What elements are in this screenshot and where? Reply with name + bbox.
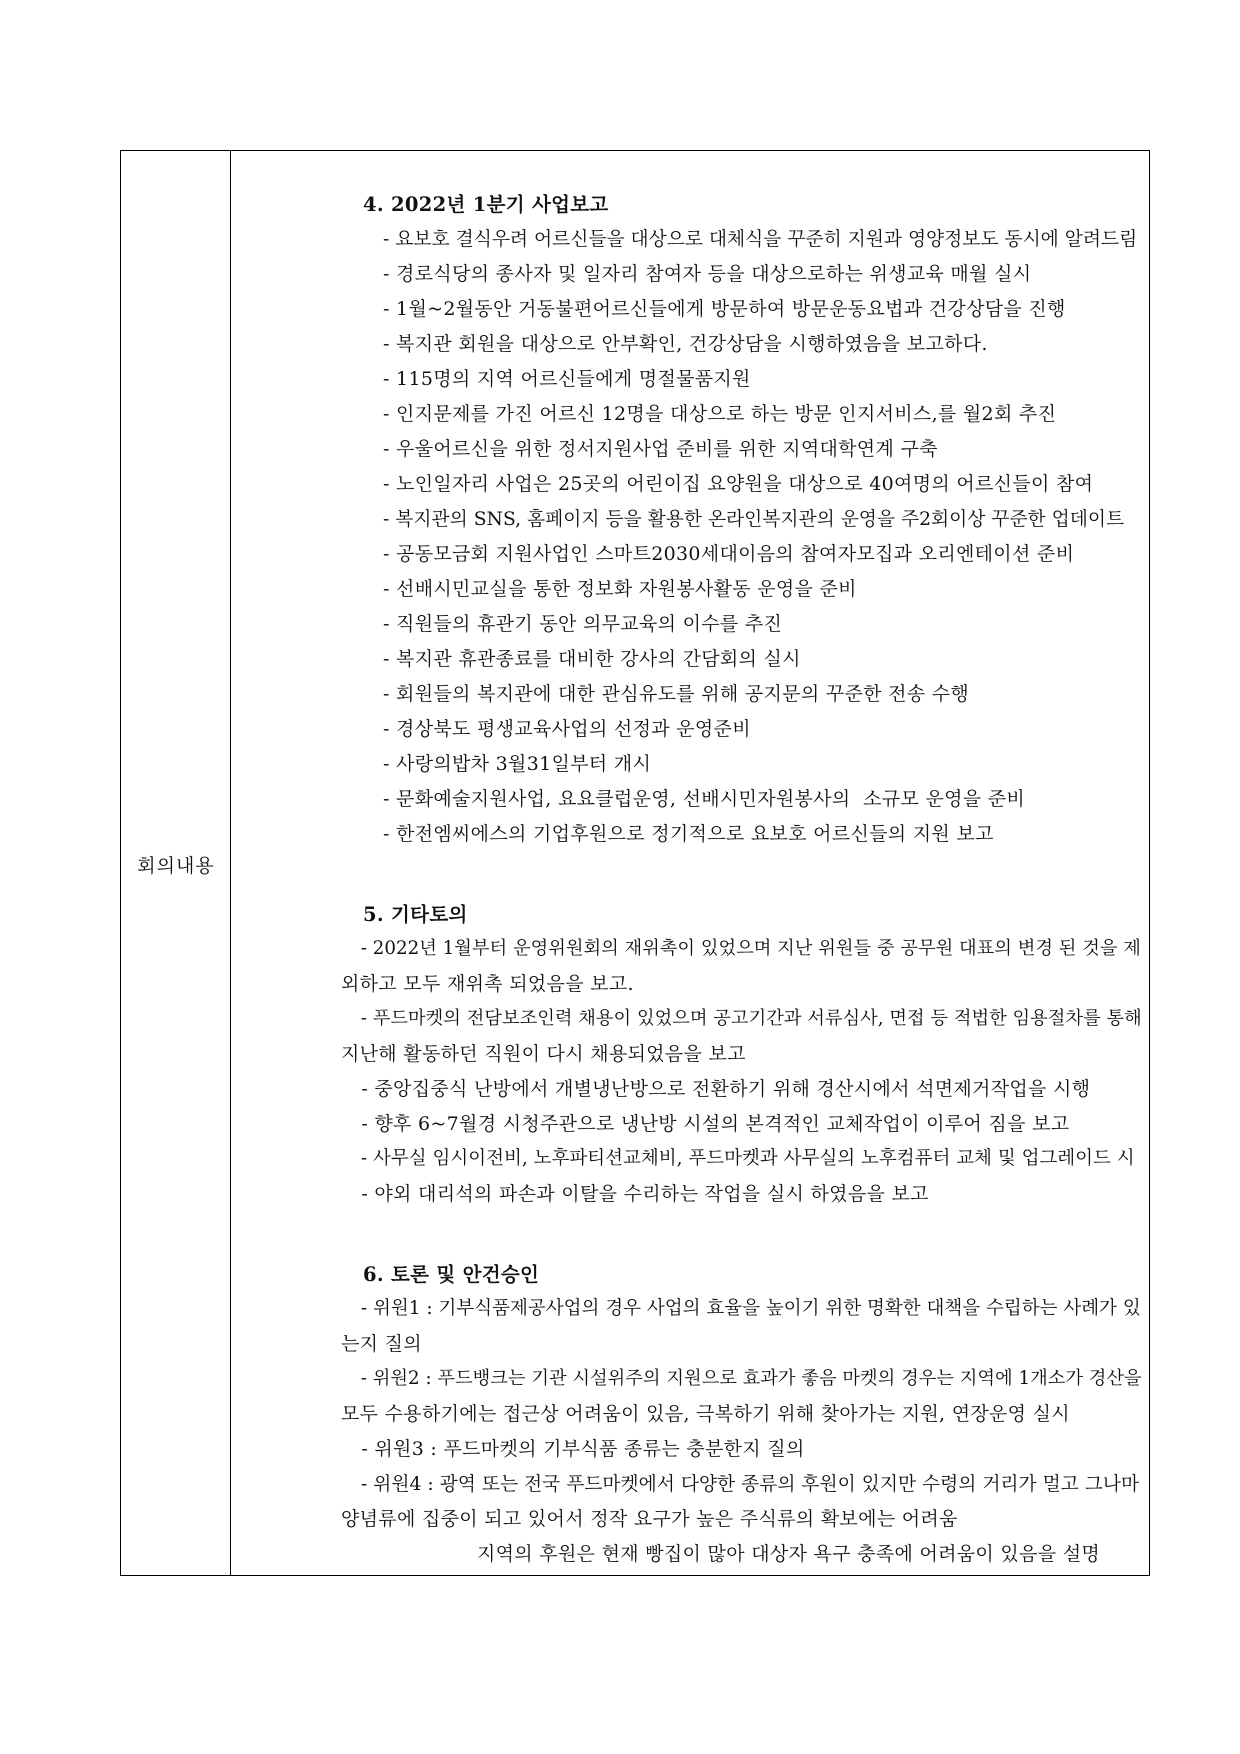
section4-item: - 경상북도 평생교육사업의 선정과 운영준비	[383, 718, 751, 740]
label-cell	[121, 151, 231, 1575]
meeting-content-label: 회의내용	[137, 855, 215, 877]
section4-item: - 한전엠씨에스의 기업후원으로 정기적으로 요보호 어르신들의 지원 보고	[383, 823, 994, 845]
section4-item: - 인지문제를 가진 어르신 12명을 대상으로 하는 방문 인지서비스,를 월2회 추진	[383, 403, 1057, 425]
section4-item: - 노인일자리 사업은 25곳의 어린이집 요양원을 대상으로 40여명의 어르신들이 참여	[383, 473, 1094, 495]
section6-line: 양념류에 집중이 되고 있어서 정작 요구가 높은 주식류의 확보에는 어려움	[341, 1508, 958, 1530]
section6-line: 는지 질의	[341, 1333, 422, 1355]
section5-line: - 푸드마켓의 전담보조인력 채용이 있었으며 공고기간과 서류심사, 면접 등 적법한 임용절차를 통해	[355, 1008, 1142, 1029]
section4-item: - 문화예술지원사업, 요요클럽운영, 선배시민자원봉사의 소규모 운영을 준비	[383, 788, 1026, 810]
section6-line: - 위원1 : 기부식품제공사업의 경우 사업의 효율을 높이기 위한 명확한 대책을 수립하는 사례가 있	[355, 1298, 1141, 1319]
section4-item: - 115명의 지역 어르신들에게 명절물품지원	[383, 368, 751, 390]
section4-item: - 회원들의 복지관에 대한 관심유도를 위해 공지문의 꾸준한 전송 수행	[383, 683, 970, 705]
section4-item: - 선배시민교실을 통한 정보화 자원봉사활동 운영을 준비	[383, 578, 857, 600]
section5-line: 외하고 모두 재위촉 되었음을 보고.	[341, 973, 634, 995]
section5-line: - 사무실 임시이전비, 노후파티션교체비, 푸드마켓과 사무실의 노후컴퓨터 교체 및 업그레이드 시	[355, 1148, 1135, 1169]
section4-item: - 복지관의 SNS, 홈페이지 등을 활용한 온라인복지관의 운영을 주2회이상 꾸준한 업데이트	[383, 509, 1125, 530]
section6-line: - 위원2 : 푸드뱅크는 기관 시설위주의 지원으로 효과가 좋음 마켓의 경우는 지역에 1개소가 경산을	[355, 1368, 1142, 1389]
section4-item: - 우울어르신을 위한 정서지원사업 준비를 위한 지역대학연계 구축	[383, 438, 938, 460]
section4-item: - 공동모금회 지원사업인 스마트2030세대이음의 참여자모집과 오리엔테이션 준비	[383, 543, 1075, 565]
section6-line: 지역의 후원은 현재 빵집이 많아 대상자 욕구 충족에 어려움이 있음을 설명	[477, 1543, 1101, 1565]
section4-item: - 경로식당의 종사자 및 일자리 참여자 등을 대상으로하는 위생교육 매월 실시	[383, 263, 1032, 285]
minutes-table	[120, 150, 1150, 1576]
section4-item: - 복지관 회원을 대상으로 안부확인, 건강상담을 시행하였음을 보고하다.	[383, 333, 988, 355]
section6-line: 모두 수용하기에는 접근상 어려움이 있음, 극복하기 위해 찾아가는 지원, 연장운영 실시	[341, 1403, 1070, 1425]
section6-line: - 위원3 : 푸드마켓의 기부식품 종류는 충분한지 질의	[355, 1438, 805, 1460]
section6-line: - 위원4 : 광역 또는 전국 푸드마켓에서 다양한 종류의 후원이 있지만 수령의 거리가 멀고 그나마	[355, 1474, 1140, 1495]
section5-line: - 중앙집중식 난방에서 개별냉난방으로 전환하기 위해 경산시에서 석면제거작업을 시행	[355, 1078, 1091, 1100]
section4-item: - 사랑의밥차 3월31일부터 개시	[383, 753, 652, 775]
section4-item: - 직원들의 휴관기 동안 의무교육의 이수를 추진	[383, 613, 783, 635]
section4-item: - 복지관 휴관종료를 대비한 강사의 간담회의 실시	[383, 648, 801, 670]
section5-line: - 향후 6~7월경 시청주관으로 냉난방 시설의 본격적인 교체작업이 이루어 짐을 보고	[355, 1113, 1070, 1135]
section5-line: - 야외 대리석의 파손과 이탈을 수리하는 작업을 실시 하였음을 보고	[355, 1183, 929, 1205]
section4-item: - 1월~2월동안 거동불편어르신들에게 방문하여 방문운동요법과 건강상담을 진행	[383, 298, 1066, 320]
section5-heading: 5. 기타토의	[363, 903, 468, 926]
section4-heading: 4. 2022년 1분기 사업보고	[363, 193, 609, 216]
section6-heading: 6. 토론 및 안건승인	[363, 1263, 540, 1286]
content-cell	[231, 151, 1149, 1575]
section5-line: 지난해 활동하던 직원이 다시 채용되었음을 보고	[341, 1043, 746, 1065]
section4-item: - 요보호 결식우려 어르신들을 대상으로 대체식을 꾸준히 지원과 영양정보도 동시에 알려드림	[383, 229, 1138, 250]
section5-line: - 2022년 1월부터 운영위원회의 재위촉이 있었으며 지난 위원들 중 공무원 대표의 변경 된 것을 제	[355, 938, 1141, 959]
